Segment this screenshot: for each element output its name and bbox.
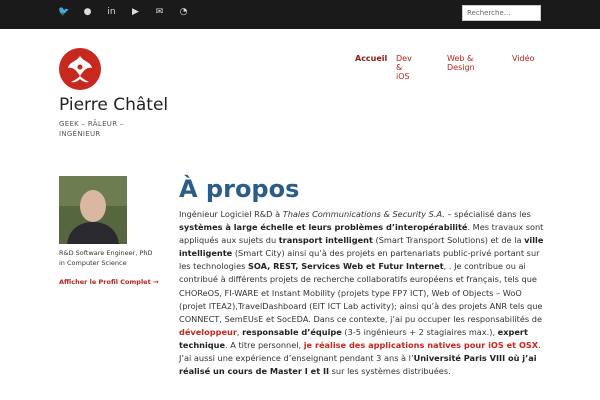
social-links [58,7,189,18]
linkedin-icon[interactable]: in [107,7,116,17]
author-bio: R&D Software Engineer, PhD in Computer Science [59,249,153,267]
flickr-icon[interactable]: ● [83,7,92,17]
link-ios-apps[interactable]: je réalise des applications natives pour iOS et OSX [303,339,539,350]
search-input[interactable]: Recherche... [462,5,541,21]
site-title[interactable]: Pierre Châtel [59,95,169,115]
avatar [59,176,127,244]
page-content: Ingénieur Logiciel R&D à Thales Communications & Security S.A. – spécialisé dans les systèmes à large échelle et leurs problèmes d’interopérabilité. Mes travaux sont appliqués aux sujets du transport intelligent (Smart Transport Solutions) et de la ville intelligente (Smart City) ainsi qu’à des projets en partenariats public-privé portant sur les technologies SOA, REST, Services Web et Futur Internet, . Je contribue ou ai contribué à différents projets de recherche collaboratifs européens et français, tels que CHOReOS, FI-WARE et Instant Mobility (projets type FP7 ICT), Web of Objects – WoO (projet ITEA2),TravelDashboard (EIT ICT Lab activity); ainsi qu’à des projets ANR tels que CONNECT, SemEUsE et SocEDA. Dans ce contexte, j’ai pu occuper les responsabilités de développeur, responsable d’équipe (3-5 ingénieurs + 2 stagiaires max.), expert technique. A titre personnel, je réalise des applications natives pour iOS et OSX. J’ai aussi une expérience d’enseignant pendant 3 ans à l’Université Paris VIII où j’ai réalisé un cours de Master I et II sur les systèmes distribuées. [179,209,544,377]
nav-item-web-design[interactable]: Web & Design [447,54,475,72]
site-tagline: GEEK – RÂLEUR – INGÉNIEUR [59,120,124,138]
link-developpeur[interactable]: développeur [179,326,237,337]
nav-item-accueil[interactable]: Accueil [355,54,388,63]
page-title: À propos [179,175,300,203]
twitter-icon[interactable]: 🐦 [58,7,70,17]
top-bar [0,0,600,29]
youtube-icon[interactable]: ▶ [132,7,139,17]
email-icon[interactable]: ✉ [155,7,164,17]
site-logo[interactable] [59,48,101,90]
nav-item-dev-ios[interactable]: Dev & iOS [396,54,412,81]
nav-item-video[interactable]: Vidéo [512,54,535,63]
rss-icon[interactable]: ◔ [179,7,188,17]
profile-link[interactable]: Afficher le Profil Complet → [59,278,159,286]
